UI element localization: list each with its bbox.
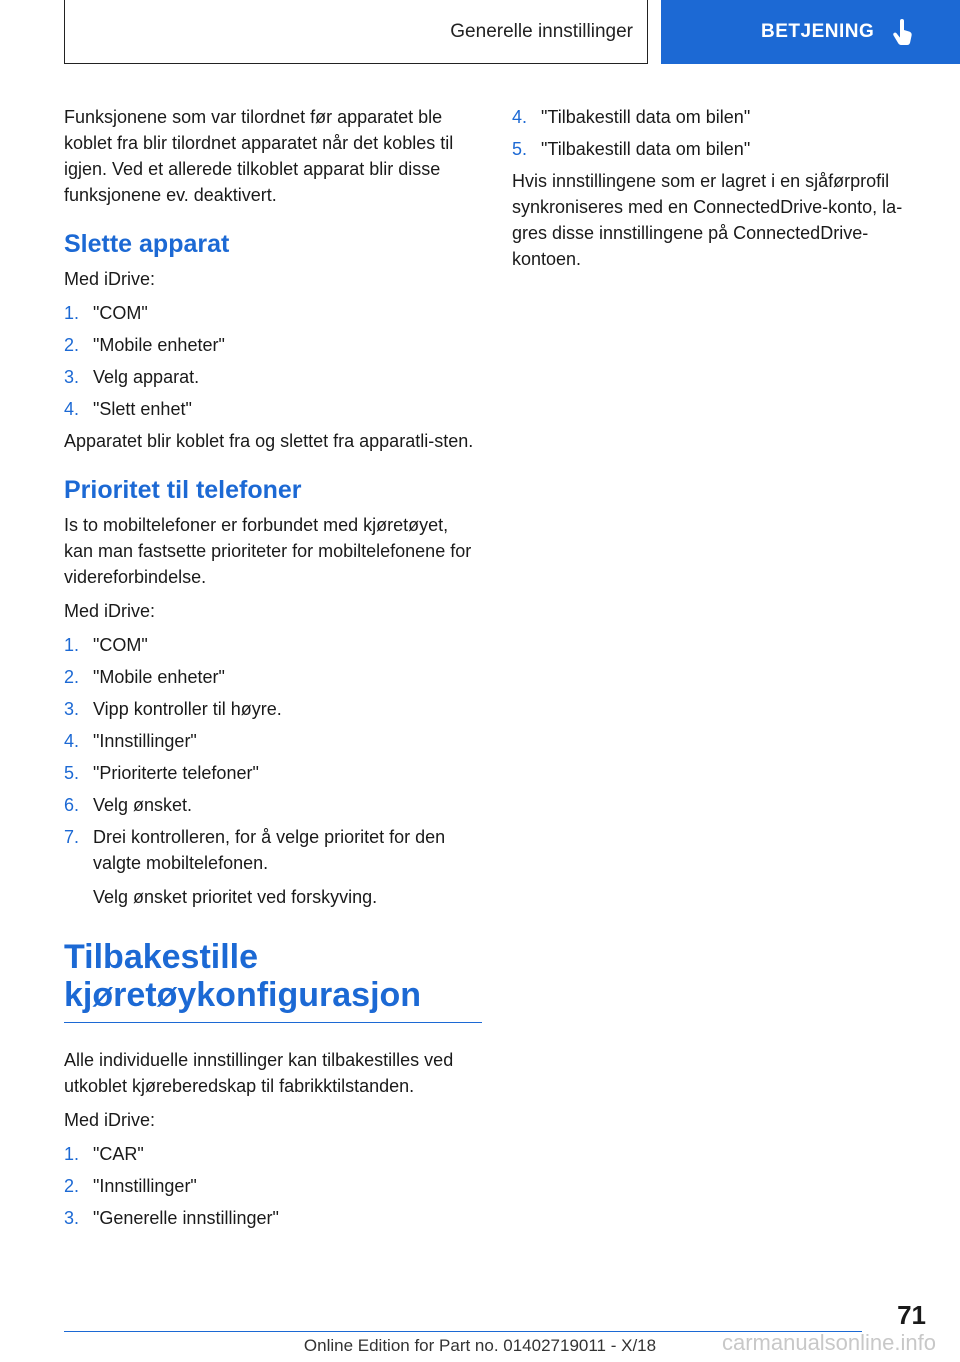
section-heading-delete: Slette apparat [64,230,230,258]
reset-intro: Alle individuelle innstillinger kan tilbakestilles ved utkoblet kjøreberedskap til fabrikktilstanden. [64,1050,454,1096]
right-column [512,104,932,280]
list-item: 5. "Tilbakestill data om bilen" [512,139,751,159]
heading-underline [64,1022,482,1023]
chapter-heading-reset: Tilbakestille kjøretøykonfigurasjon [64,938,422,1014]
delete-lead: Med iDrive: [64,269,156,289]
header-chapter-tab[interactable] [661,0,960,64]
reset-steps-continued [512,104,932,162]
list-item: 3. "Generelle innstillinger" [64,1208,279,1228]
list-item: 2. "Mobile enheter" [64,335,225,355]
intro-paragraph: Funksjonene som var tilordnet før apparatet ble koblet fra blir tilordnet apparatet når det kobles til igjen. Ved et allerede tilkoblet apparat blir disse funksjonene ev. deaktivert. [64,107,454,205]
left-column [64,104,482,1237]
header-chapter-title: BETJENING [761,21,875,42]
header-section-box [64,0,648,64]
delete-outro: Apparatet blir koblet fra og slettet fra apparatli-sten. [64,431,474,451]
pointing-hand-icon [892,19,914,45]
page-number: 71 [897,1300,926,1330]
list-item: 4. "Tilbakestill data om bilen" [512,107,751,127]
list-item: 3. Velg apparat. [64,367,200,387]
list-item: 1. "COM" [64,635,148,655]
list-item: 1. "COM" [64,303,148,323]
list-item: 4. "Slett enhet" [64,399,192,419]
sync-note: Hvis innstillingene som er lagret i en sjåførprofil synkroniseres med en ConnectedDrive-konto, la-gres disse innstillingene på ConnectedDrive-kontoen. [512,171,903,269]
watermark: carmanualsonline.info [721,1330,936,1355]
list-item: 3. Vipp kontroller til høyre. [64,699,282,719]
list-item: 1. "CAR" [64,1144,144,1164]
list-item: 7. Drei kontrolleren, for å velge prioritet for den valgte mobiltelefonen. Velg ønsket prioritet ved forskyving. [64,824,482,910]
list-item: 2. "Innstillinger" [64,1176,197,1196]
priority-steps [64,632,482,910]
list-item-note: Velg ønsket prioritet ved forskyving. [93,887,378,907]
list-item: 2. "Mobile enheter" [64,667,225,687]
header-section-title: Generelle innstillinger [450,20,633,42]
priority-lead: Med iDrive: [64,601,156,621]
section-heading-priority: Prioritet til telefoner [64,476,302,504]
footer-edition: Online Edition for Part no. 01402719011 - X/18 [303,1336,657,1355]
list-item: 4. "Innstillinger" [64,731,197,751]
list-item: 6. Velg ønsket. [64,795,193,815]
delete-steps [64,300,482,422]
priority-intro: Is to mobiltelefoner er forbundet med kjøretøyet, kan man fastsette prioriteter for mobiltelefonene for videreforbindelse. [64,515,472,587]
reset-steps [64,1141,482,1231]
list-item: 5. "Prioriterte telefoner" [64,763,259,783]
reset-lead: Med iDrive: [64,1110,156,1130]
